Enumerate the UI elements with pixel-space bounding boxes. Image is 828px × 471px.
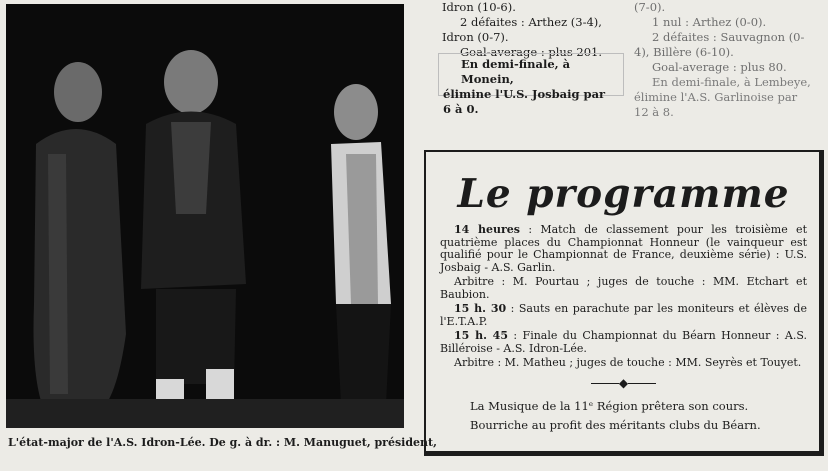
- programme-title: Le programme: [457, 171, 790, 217]
- text-line: 2 défaites : Sauvagnon (0-: [652, 30, 805, 44]
- text-line: élimine l'A.S. Garlinoise par: [634, 90, 798, 104]
- programme-footer: [440, 398, 807, 434]
- programme-text: : Sauts en parachute par les moniteurs et élèves de l'E.T.A.P.: [440, 302, 807, 328]
- team-record-column-right: [634, 0, 826, 120]
- programme-item: Arbitre : M. Pourtau ; juges de touche : MM. Etchart et Baubion.: [440, 275, 807, 301]
- text-line: En demi-finale, à Lembeye,: [652, 75, 811, 89]
- programme-text: : Finale du Championnat du Béarn Honneur : A.S. Billéroise - A.S. Idron-Lée.: [440, 329, 807, 355]
- text-line: 1 nul : Arthez (0-0).: [652, 15, 767, 29]
- footer-line: Bourriche au profit des méritants clubs du Béarn.: [470, 417, 761, 432]
- highlight-line: 6 à 0.: [443, 102, 479, 116]
- programme-time: 15 h. 45: [454, 329, 508, 342]
- programme-item: [440, 224, 807, 274]
- programme-text: : Match de classement pour les troisième et quatrième places du Championnat Honneur (le vainqueur est qualifié pour le Championnat de France, deuxième série) : U.S. Josbaig - A.S. Garlin.: [440, 223, 807, 274]
- programme-item: Arbitre : M. Matheu ; juges de touche : MM. Seyrès et Touyet.: [454, 356, 802, 369]
- text-line: 2 défaites : Arthez (3-4),: [460, 15, 602, 29]
- text-line: 4), Billère (6-10).: [634, 45, 734, 59]
- text-line: Idron (10-6).: [442, 0, 516, 14]
- footer-line: La Musique de la 11ᵉ Région prêtera son cours.: [470, 398, 749, 413]
- text-line: Idron (0-7).: [442, 30, 509, 44]
- programme-item: [440, 330, 807, 355]
- programme-box: [424, 150, 824, 456]
- text-line: Goal-average : plus 80.: [652, 60, 787, 74]
- highlight-line: élimine l'U.S. Josbaig par: [443, 87, 606, 101]
- photo-caption: L'état-major de l'A.S. Idron-Lée. De g. à dr. : M. Manuguet, président,: [8, 436, 437, 449]
- text-line: (7-0).: [634, 0, 666, 14]
- text-line: 12 à 8.: [634, 105, 674, 119]
- text-line: Goal-average : plus 201.: [460, 45, 603, 59]
- highlighted-result-box: [438, 53, 624, 116]
- diamond-icon: ◆: [618, 375, 629, 390]
- ornament-divider: [440, 376, 807, 390]
- programme-time: 14 heures: [454, 223, 520, 236]
- photo-illustration: [6, 4, 404, 428]
- highlight-line: En demi-finale, à Monein,: [461, 57, 571, 86]
- programme-time: 15 h. 30: [454, 302, 507, 315]
- news-photo: [6, 4, 404, 428]
- programme-item: [440, 303, 807, 328]
- team-record-column-left: [442, 0, 622, 60]
